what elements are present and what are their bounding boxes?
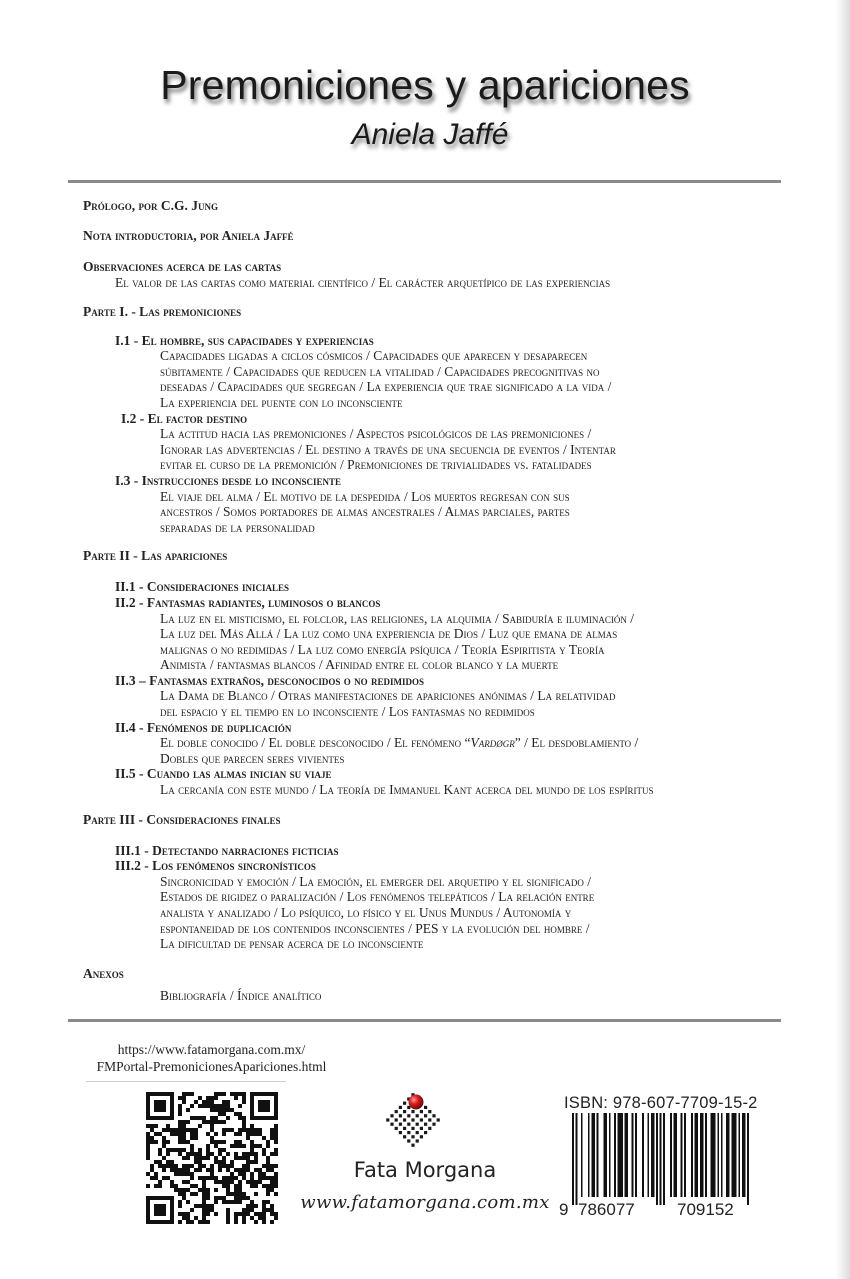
toc-ii3-line: La Dama de Blanco / Otras manifestaciones de apariciones anónimas / La relatividad <box>160 688 616 704</box>
table-of-contents <box>83 198 763 1003</box>
book-url-line2: FMPortal-PremonicionesApariciones.html <box>96 1059 327 1074</box>
toc-i2-line: evitar el curso de la premonición / Premoniciones de trivialidades vs. fatalidades <box>160 457 592 473</box>
toc-nota: Nota introductoria, por Aniela Jaffé <box>83 228 294 243</box>
toc-iii2-line: analista y analizado / Lo psíquico, lo físico y el Unus Mundus / Autonomía y <box>160 905 572 920</box>
top-divider <box>68 180 781 183</box>
toc-i2-line: Ignorar las advertencias / El destino a través de una secuencia de eventos / Intentar <box>160 441 616 457</box>
toc-parte2-title: Parte II - Las apariciones <box>83 548 228 564</box>
toc-ii4-text-post: ” / El desdoblamiento / <box>514 735 639 751</box>
toc-section-ii4: II.4 - Fenómenos de duplicación <box>115 719 292 735</box>
barcode-digits-left: 786077 <box>578 1200 635 1219</box>
toc-section-i1: I.1 - El hombre, sus capacidades y experiencias <box>115 332 374 348</box>
publisher-name: Fata Morgana <box>353 1158 497 1182</box>
toc-section-i2: I.2 - El factor destino <box>121 410 248 426</box>
toc-i3-line: separadas de la personalidad <box>160 519 315 535</box>
book-title: Premoniciones y apariciones <box>160 62 690 108</box>
toc-observaciones-title: Observaciones acerca de las cartas <box>83 259 282 274</box>
toc-observaciones-desc: El valor de las cartas como material científico / El carácter arquetípico de las experiencias <box>115 275 611 290</box>
toc-ii4-text-pre: El doble conocido / El doble desconocido / El fenómeno “ <box>160 735 471 751</box>
toc-ii2-line: malignas o no redimidas / La luz como energía psíquica / Teoría Espiritista y Teoría <box>160 641 605 657</box>
toc-i2-line: La actitud hacia las premoniciones / Aspectos psicológicos de las premoniciones / <box>160 426 592 442</box>
book-url[interactable] <box>84 1041 339 1075</box>
toc-section-ii2: II.2 - Fantasmas radiantes, luminosos o blancos <box>115 594 381 610</box>
url-divider <box>86 1081 286 1082</box>
bottom-divider <box>68 1019 781 1022</box>
toc-section-iii2: III.2 - Los fenómenos sincronísticos <box>115 858 316 874</box>
toc-i1-line: La experiencia del puente con lo inconsciente <box>160 394 403 410</box>
toc-prologo: Prólogo, por C.G. Jung <box>83 198 218 213</box>
qr-code-icon <box>146 1092 278 1224</box>
toc-ii4-line: Dobles que parecen seres vivientes <box>160 750 345 766</box>
toc-section-ii1: II.1 - Consideraciones iniciales <box>115 579 290 595</box>
toc-ii5-line: La cercanía con este mundo / La teoría de Immanuel Kant acerca del mundo de los espíritus <box>160 782 654 798</box>
toc-iii2-line: espontaneidad de los contenidos inconscientes / PES y la evolución del hombre / <box>160 920 590 936</box>
toc-i3-line: ancestros / Somos portadores de almas ancestrales / Almas parciales, partes <box>160 504 570 520</box>
toc-section-ii5: II.5 - Cuando las almas inician su viaje <box>115 766 332 782</box>
toc-i1-line: Capacidades ligadas a ciclos cósmicos / Capacidades que aparecen y desaparecen <box>160 348 588 364</box>
toc-anexos-title: Anexos <box>83 965 124 981</box>
toc-i1-line: deseadas / Capacidades que segregan / La experiencia que trae significado a la vida / <box>160 379 612 395</box>
toc-section-i3: I.3 - Instrucciones desde lo inconsciente <box>115 472 342 488</box>
toc-i1-line: súbitamente / Capacidades que reducen la vitalidad / Capacidades precognitivas no <box>160 363 600 379</box>
toc-parte3-title: Parte III - Consideraciones finales <box>83 811 281 827</box>
toc-parte1-title: Parte I. - Las premoniciones <box>83 303 242 319</box>
barcode-icon <box>571 1113 761 1205</box>
toc-ii4-text-em: Vardøgr <box>470 735 515 751</box>
toc-i3-line: El viaje del alma / El motivo de la despedida / Los muertos regresan con sus <box>160 488 570 504</box>
toc-ii2-line: La luz del Más Allá / La luz como una experiencia de Dios / Luz que emana de almas <box>160 626 618 642</box>
book-url-line1: https://www.fatamorgana.com.mx/ <box>117 1042 306 1057</box>
page-edge-shadow <box>836 0 850 1279</box>
toc-ii4-line <box>83 735 763 751</box>
barcode-digits-right: 709152 <box>677 1200 734 1219</box>
barcode-digit-first: 9 <box>559 1200 569 1219</box>
isbn-label: ISBN: 978-607-7709-15-2 <box>564 1094 758 1112</box>
toc-ii3-line: del espacio y el tiempo en lo inconsciente / Los fantasmas no redimidos <box>160 704 535 720</box>
fata-morgana-logo-icon <box>384 1085 442 1151</box>
book-author: Aniela Jaffé <box>351 118 509 151</box>
toc-iii2-line: Estados de rigidez o paralización / Los fenómenos telepáticos / La relación entre <box>160 889 595 905</box>
toc-ii2-line: Animista / fantasmas blancos / Afinidad entre el color blanco y la muerte <box>160 657 559 673</box>
toc-anexos-desc: Bibliografía / Índice analítico <box>160 987 322 1003</box>
toc-section-ii3: II.3 – Fantasmas extraños, desconocidos o no redimidos <box>115 672 424 688</box>
toc-section-iii1: III.1 - Detectando narraciones ficticias <box>115 842 339 858</box>
toc-ii2-line: La luz en el misticismo, el folclor, las religiones, la alquimia / Sabiduría e iluminación / <box>160 610 634 626</box>
publisher-url: www.fatamorgana.com.mx <box>300 1192 550 1213</box>
toc-iii2-line: La dificultad de pensar acerca de lo inconsciente <box>160 936 424 952</box>
toc-iii2-line: Sincronicidad y emoción / La emoción, el emerger del arquetipo y el significado / <box>160 873 591 889</box>
